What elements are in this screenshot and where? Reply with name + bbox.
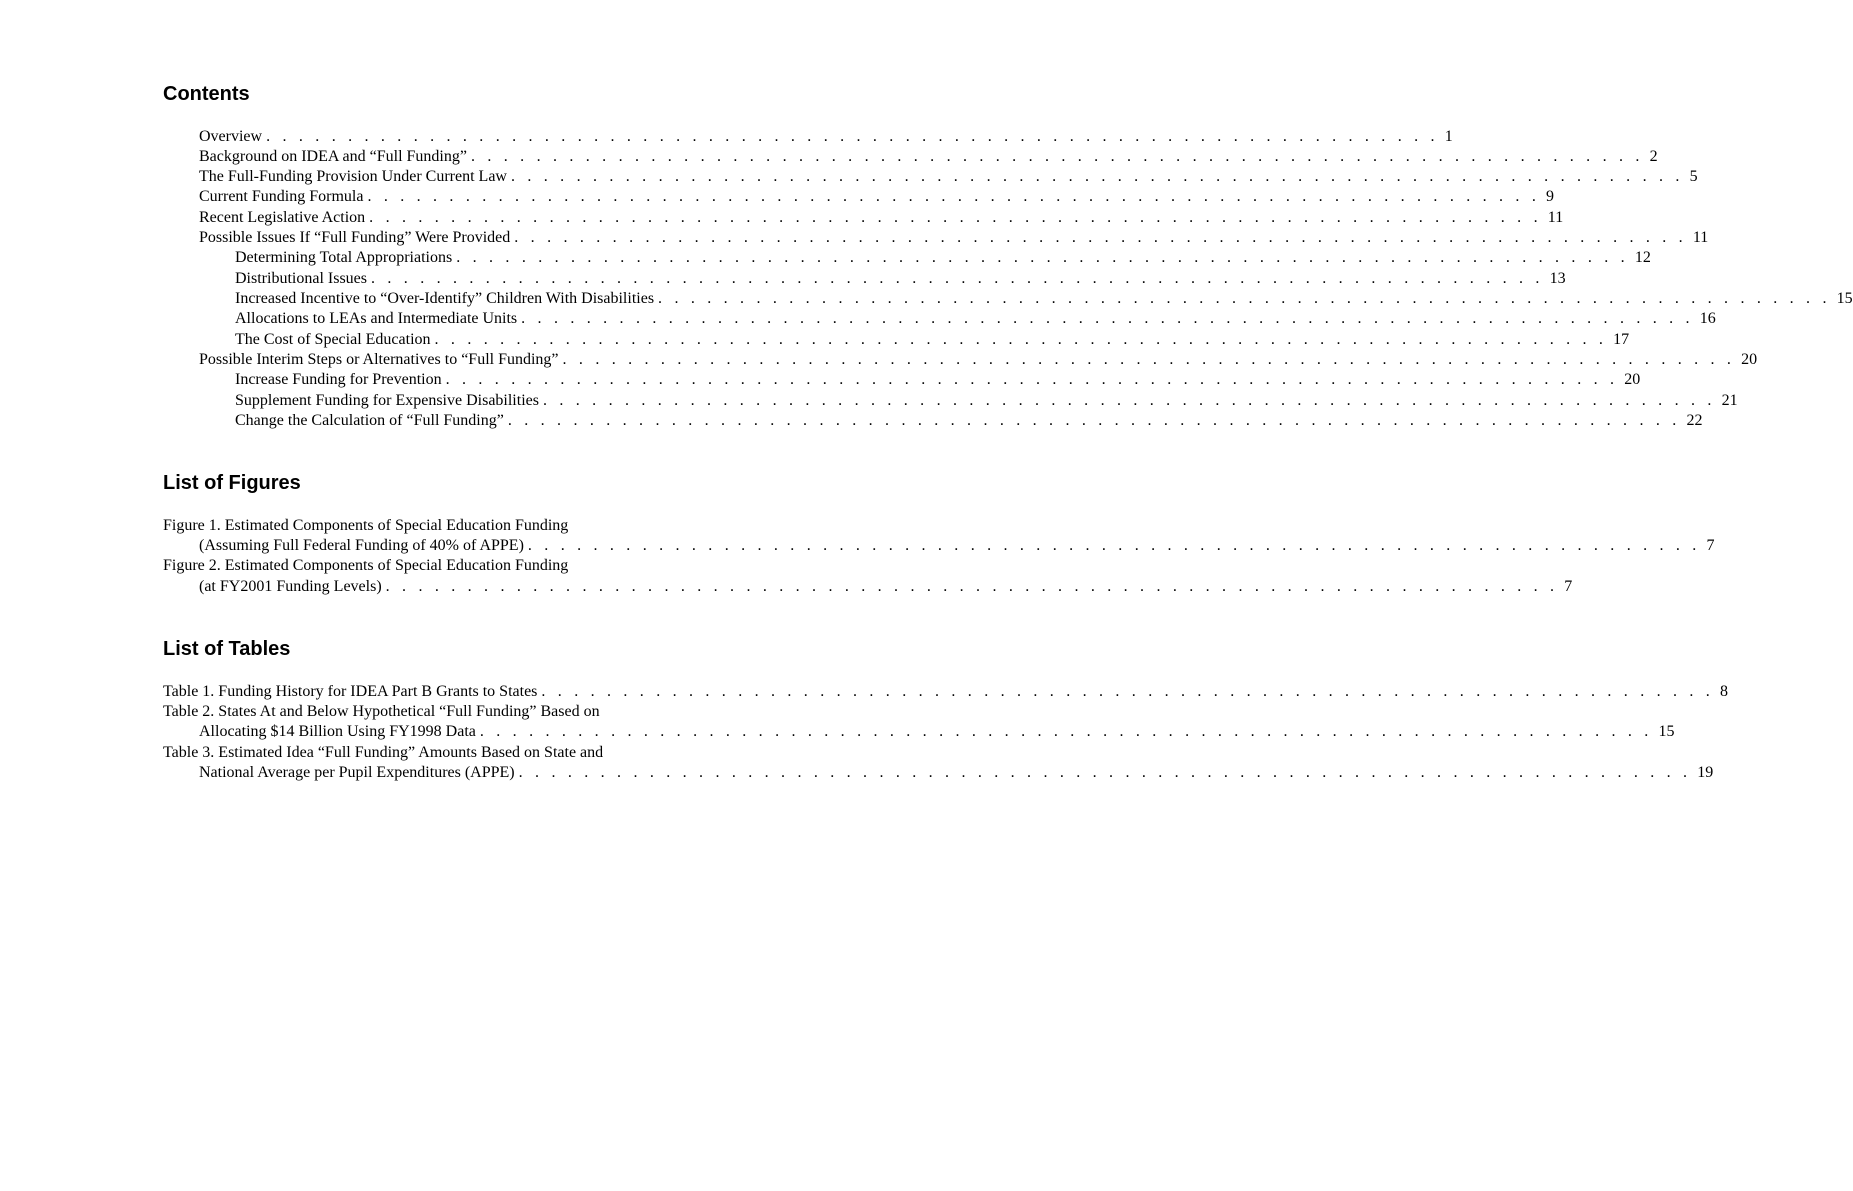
toc-entry-supplement-funding[interactable] [235,391,1738,411]
dot-leader: . . . . . . . . . . . . . . . . . . . . . . . . . . . . . . . . . . . . . . . . . . . . . . . . . . . . . . . . . . . . . . . . . . . . . . . . [385,578,1559,595]
toc-entry-cost-of-special-education[interactable] [235,330,1630,350]
toc-page-number: 22 [1686,412,1703,429]
toc-entry-change-calculation[interactable] [235,411,1703,431]
dot-leader: . . . . . . . . . . . . . . . . . . . . . . . . . . . . . . . . . . . . . . . . . . . . . . . . . . . . . . . . . . . . . . . . . . . . . . . . [541,683,1715,700]
toc-entry-label: Determining Total Appropriations [235,248,456,268]
toc-entry-overview[interactable] [199,127,1453,147]
table-3-continuation: National Average per Pupil Expenditures (APPE) [199,763,519,783]
toc-entry-current-funding-formula[interactable] [199,187,1555,207]
table-2-caption[interactable]: Table 2. States At and Below Hypothetical “Full Funding” Based on [163,703,600,720]
toc-entry-label: Overview [199,127,266,147]
figures-heading: List of Figures [163,472,301,494]
toc-page-number: 20 [1624,371,1641,388]
table-3-caption[interactable]: Table 3. Estimated Idea “Full Funding” Amounts Based on State and [163,744,604,761]
toc-entry-recent-legislative-action[interactable] [199,208,1564,228]
toc-page-number: 11 [1692,229,1709,246]
toc-entry-possible-issues[interactable] [199,228,1709,248]
toc-entry-background[interactable] [199,147,1658,167]
toc-entry-increase-funding-prevention[interactable] [235,370,1641,390]
dot-leader: . . . . . . . . . . . . . . . . . . . . . . . . . . . . . . . . . . . . . . . . . . . . . . . . . . . . . . . . . . . . . . . . . . . . . . . . [434,331,1608,348]
toc-page-number: 7 [1706,537,1715,554]
dot-leader: . . . . . . . . . . . . . . . . . . . . . . . . . . . . . . . . . . . . . . . . . . . . . . . . . . . . . . . . . . . . . . . . . . . . . . . . [542,392,1716,409]
figure-2-caption[interactable]: Figure 2. Estimated Components of Special Education Funding [163,557,569,574]
dot-leader: . . . . . . . . . . . . . . . . . . . . . . . . . . . . . . . . . . . . . . . . . . . . . . . . . . . . . . . . . . . . . . . . . . . . . . . . [514,229,1687,246]
table-1-entry[interactable] [163,682,1729,702]
toc-entry-label: Increase Funding for Prevention [235,370,446,390]
toc-entry-label: Change the Calculation of “Full Funding” [235,411,508,431]
toc-entry-label: Possible Issues If “Full Funding” Were Provided [199,228,514,248]
toc-page-number: 12 [1634,249,1651,266]
toc-entry-distributional-issues[interactable] [235,269,1566,289]
table-2-entry[interactable] [199,722,1675,742]
table-1-caption: Table 1. Funding History for IDEA Part B Grants to States [163,682,541,702]
dot-leader: . . . . . . . . . . . . . . . . . . . . . . . . . . . . . . . . . . . . . . . . . . . . . . . . . . . . . . . . . . . . . . . . . . . . . . . . [470,148,1644,165]
toc-page-number: 13 [1549,270,1566,287]
toc-page-number: 15 [1658,723,1675,740]
toc-entry-label: The Cost of Special Education [235,330,435,350]
dot-leader: . . . . . . . . . . . . . . . . . . . . . . . . . . . . . . . . . . . . . . . . . . . . . . . . . . . . . . . . . . . . . . . . . . . . . . . . [266,128,1439,145]
toc-page-number: 7 [1564,578,1573,595]
toc-page-number: 17 [1613,331,1630,348]
figure-2-continuation: (at FY2001 Funding Levels) [199,577,386,597]
dot-leader: . . . . . . . . . . . . . . . . . . . . . . . . . . . . . . . . . . . . . . . . . . . . . . . . . . . . . . . . . . . . . . . . . . . . . . . . [479,723,1653,740]
toc-page-number: 15 [1836,290,1853,307]
dot-leader: . . . . . . . . . . . . . . . . . . . . . . . . . . . . . . . . . . . . . . . . . . . . . . . . . . . . . . . . . . . . . . . . . . . . . . . . [658,290,1831,307]
toc-entry-increased-incentive[interactable] [235,289,1853,309]
dot-leader: . . . . . . . . . . . . . . . . . . . . . . . . . . . . . . . . . . . . . . . . . . . . . . . . . . . . . . . . . . . . . . . . . . . . . . . . [369,209,1542,226]
contents-heading: Contents [163,83,250,105]
toc-page-number: 2 [1649,148,1658,165]
dot-leader: . . . . . . . . . . . . . . . . . . . . . . . . . . . . . . . . . . . . . . . . . . . . . . . . . . . . . . . . . . . . . . . . . . . . . . . . [507,412,1681,429]
table-3-entry[interactable] [199,763,1714,783]
toc-page-number: 16 [1699,310,1716,327]
dot-leader: . . . . . . . . . . . . . . . . . . . . . . . . . . . . . . . . . . . . . . . . . . . . . . . . . . . . . . . . . . . . . . . . . . . . . . . . [510,168,1684,185]
figure-1-continuation: (Assuming Full Federal Funding of 40% of APPE) [199,536,528,556]
dot-leader: . . . . . . . . . . . . . . . . . . . . . . . . . . . . . . . . . . . . . . . . . . . . . . . . . . . . . . . . . . . . . . . . . . . . . . . . [445,371,1619,388]
toc-page-number: 11 [1547,209,1564,226]
dot-leader: . . . . . . . . . . . . . . . . . . . . . . . . . . . . . . . . . . . . . . . . . . . . . . . . . . . . . . . . . . . . . . . . . . . . . . . . [521,310,1694,327]
toc-entry-possible-interim-steps[interactable] [199,350,1758,370]
toc-page-number: 9 [1546,188,1555,205]
toc-entry-label: The Full-Funding Provision Under Current Law [199,167,511,187]
dot-leader: . . . . . . . . . . . . . . . . . . . . . . . . . . . . . . . . . . . . . . . . . . . . . . . . . . . . . . . . . . . . . . . . . . . . . . . . [456,249,1629,266]
toc-entry-full-funding-provision[interactable] [199,167,1698,187]
dot-leader: . . . . . . . . . . . . . . . . . . . . . . . . . . . . . . . . . . . . . . . . . . . . . . . . . . . . . . . . . . . . . . . . . . . . . . . . [371,270,1544,287]
tables-heading: List of Tables [163,638,291,660]
toc-entry-label: Allocations to LEAs and Intermediate Units [235,309,521,329]
figure-1-caption[interactable]: Figure 1. Estimated Components of Special Education Funding [163,517,569,534]
toc-entry-allocations-to-leas[interactable] [235,309,1716,329]
toc-entry-label: Recent Legislative Action [199,208,369,228]
toc-page-number: 19 [1697,764,1714,781]
toc-page-number: 8 [1720,683,1729,700]
dot-leader: . . . . . . . . . . . . . . . . . . . . . . . . . . . . . . . . . . . . . . . . . . . . . . . . . . . . . . . . . . . . . . . . . . . . . . . . [367,188,1541,205]
dot-leader: . . . . . . . . . . . . . . . . . . . . . . . . . . . . . . . . . . . . . . . . . . . . . . . . . . . . . . . . . . . . . . . . . . . . . . . . [562,351,1736,368]
figure-2-entry[interactable] [199,577,1573,597]
toc-page-number: 20 [1741,351,1758,368]
toc-entry-label: Background on IDEA and “Full Funding” [199,147,471,167]
toc-page-number: 1 [1444,128,1453,145]
toc-page-number: 5 [1689,168,1698,185]
toc-entry-label: Current Funding Formula [199,187,367,207]
dot-leader: . . . . . . . . . . . . . . . . . . . . . . . . . . . . . . . . . . . . . . . . . . . . . . . . . . . . . . . . . . . . . . . . . . . . . . . . [518,764,1692,781]
table-2-continuation: Allocating $14 Billion Using FY1998 Data [199,722,480,742]
figure-1-entry[interactable] [199,536,1715,556]
toc-entry-label: Distributional Issues [235,269,371,289]
dot-leader: . . . . . . . . . . . . . . . . . . . . . . . . . . . . . . . . . . . . . . . . . . . . . . . . . . . . . . . . . . . . . . . . . . . . . . . . [527,537,1701,554]
toc-entry-label: Possible Interim Steps or Alternatives to “Full Funding” [199,350,563,370]
toc-entry-label: Increased Incentive to “Over-Identify” Children With Disabilities [235,289,658,309]
toc-page-number: 21 [1721,392,1738,409]
toc-entry-determining-total-appropriations[interactable] [235,248,1651,268]
toc-entry-label: Supplement Funding for Expensive Disabilities [235,391,543,411]
